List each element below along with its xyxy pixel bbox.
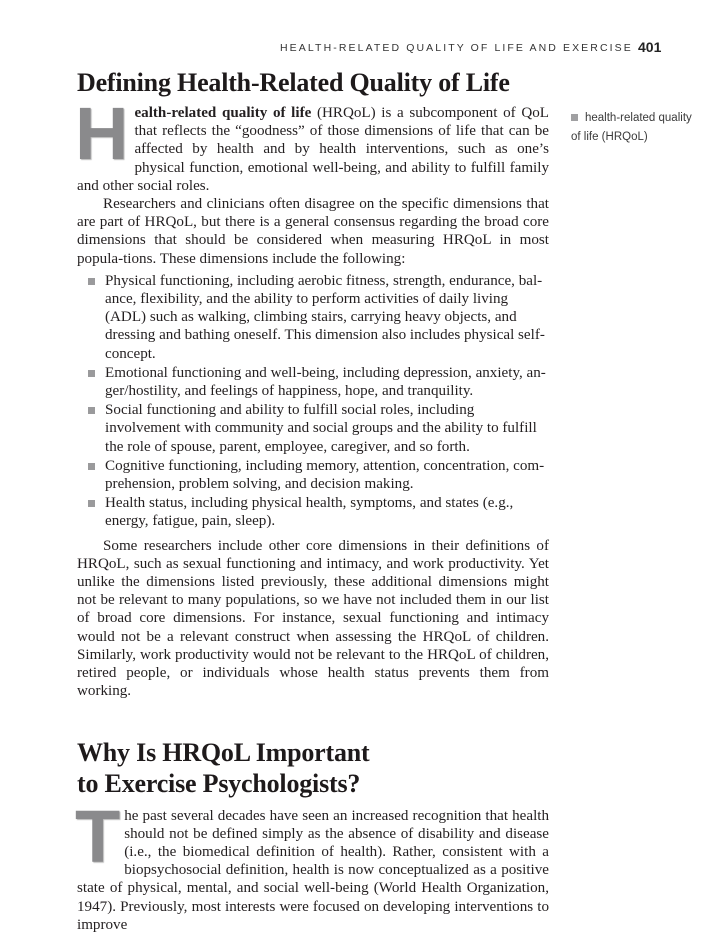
heading-line-2: to Exercise Psychologists? <box>77 768 361 798</box>
list-item-text: Cognitive functioning, including memory, attention, concentration, com-prehension, problem solving, and decision making. <box>105 457 545 493</box>
dropcap-letter: T <box>75 794 121 878</box>
defined-term: ealth-related quality of life <box>134 105 312 121</box>
intro-text: he past several decades have seen an increased recognition that health should not be defined simply as the absence of disability and disease (i.e., the biomedical definition of health). Rather, consistent with a biopsychosocial definition, health is now conceptualized as a positive state of physical, mental, and social well-being (World Health Organization, 1947). Previously, most interests were focused on developing interventions to improve <box>77 807 549 933</box>
running-head: HEALTH-RELATED QUALITY OF LIFE AND EXERCISE <box>280 42 633 54</box>
list-item <box>105 364 549 400</box>
square-bullet-icon <box>88 463 95 470</box>
list-item <box>105 457 549 493</box>
square-bullet-icon <box>88 370 95 377</box>
list-item <box>105 494 549 530</box>
main-text-column <box>77 68 549 934</box>
section-heading-why-hrqol <box>77 737 549 799</box>
intro-paragraph-2 <box>75 794 549 934</box>
margin-note-term: health-related quality of life (HRQoL) <box>571 112 692 143</box>
square-bullet-icon <box>571 114 578 121</box>
square-bullet-icon <box>88 407 95 414</box>
dimensions-list <box>77 272 549 531</box>
list-item <box>105 401 549 456</box>
margin-glossary-note <box>571 109 701 146</box>
page-number: 401 <box>638 39 662 55</box>
intro-paragraph <box>75 92 549 195</box>
square-bullet-icon <box>88 500 95 507</box>
square-bullet-icon <box>88 278 95 285</box>
list-item-text: Emotional functioning and well-being, including depression, anxiety, an-ger/hostility, and feelings of happiness, hope, and tranquility. <box>105 364 546 400</box>
list-item-text: Health status, including physical health, symptoms, and states (e.g., energy, fatigue, pain, sleep). <box>105 495 514 530</box>
heading-line-1: Why Is HRQoL Important <box>77 737 370 767</box>
paragraph-consensus: Researchers and clinicians often disagree on the specific dimensions that are part of HRQoL, but there is a general consensus regarding the broad core dimensions that should be considered when measuring HRQoL in most popula-tions. These dimensions include the following: <box>77 196 549 267</box>
list-item <box>105 272 549 363</box>
section-heading-defining-hrqol: Defining Health-Related Quality of Life <box>77 68 510 97</box>
paragraph-other-dimensions: Some researchers include other core dimensions in their definitions of HRQoL, such as sexual functioning and intimacy, and work productivity. Yet unlike the dimensions listed previously, these additional dimensions might not be relevant to many populations, so we have not included them in our list of broad core dimensions. For instance, sexual functioning and intimacy would not be a relevant construct when assessing the HRQoL of children. Similarly, work productivity would not be relevant to the HRQoL of children, retired people, or individuals whose health status prevents them from working. <box>77 537 549 700</box>
list-item-text: Social functioning and ability to fulfill social roles, including involvement with community and social groups and the ability to fulfill the role of spouse, parent, employee, caregiver, and so forth. <box>105 402 537 455</box>
list-item-text: Physical functioning, including aerobic fitness, strength, endurance, bal-ance, flexibility, and the ability to perform activities of daily living (ADL) such as walking, climbing stairs, carrying heavy objects, and dressing and bathing oneself. This dimension also includes physical self-concept. <box>105 272 545 362</box>
dropcap-letter: H <box>75 92 129 175</box>
intro-text: (HRQoL) is a subcomponent of QoL that reflects the “goodness” of those dimensions of life that can be affected by health and by health interventions, such as one’s physical function, emotional well-being, and ability to fulfill family and other social roles. <box>77 105 549 194</box>
